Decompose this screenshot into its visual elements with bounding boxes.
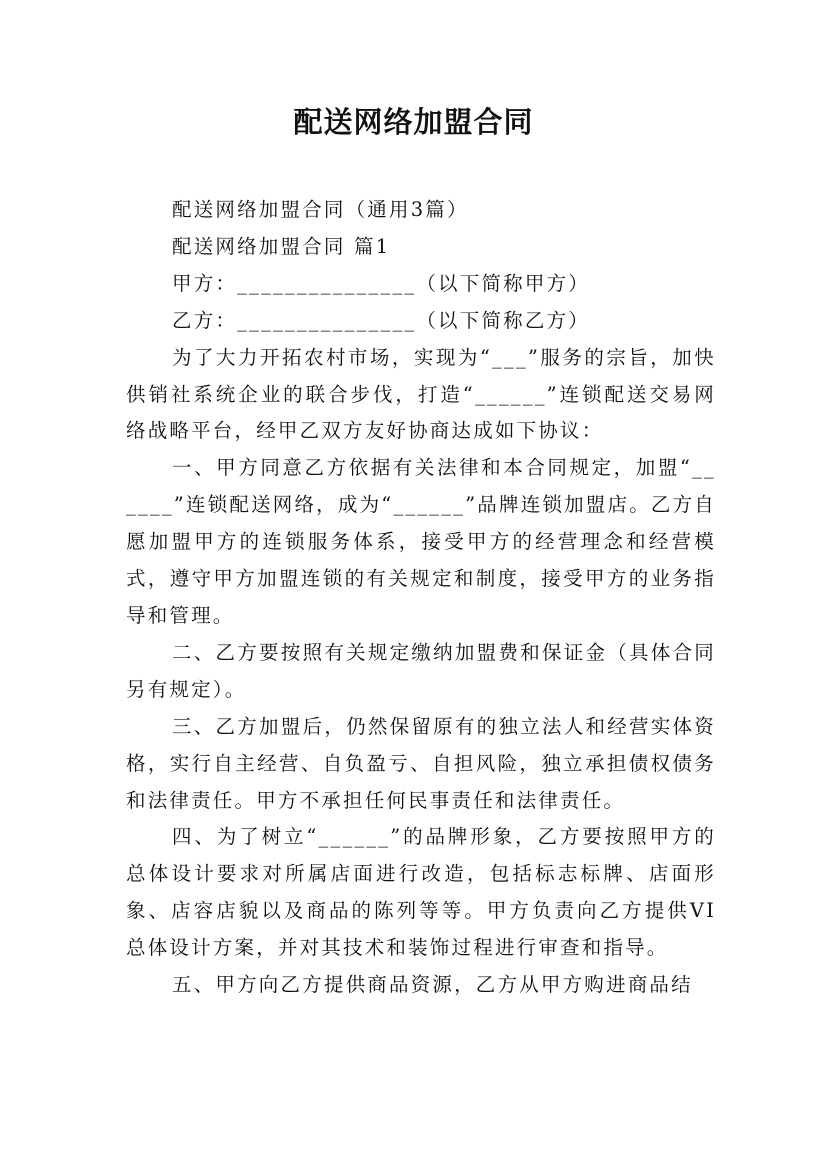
- paragraph-preamble: 为了大力开拓农村市场，实现为“___”服务的宗旨，加快供销社系统企业的联合步伐，打造“______”连锁配送交易网络战略平台，经甲乙双方友好协商达成如下协议：: [126, 345, 716, 443]
- document-body: [126, 192, 716, 1004]
- paragraph-section-heading: 配送网络加盟合同 篇1: [172, 234, 391, 258]
- paragraph-clause-4: 四、为了树立“______”的品牌形象，乙方要按照甲方的总体设计要求对所属店面进行改造，包括标志标牌、店面形象、店容店貌以及商品的陈列等等。甲方负责向乙方提供VI总体设计方案，并对其技术和装饰过程进行审查和指导。: [126, 825, 716, 960]
- paragraph-subtitle: 配送网络加盟合同（通用3篇）: [172, 198, 469, 221]
- paragraph-party-b: 乙方：_______________（以下简称乙方）: [172, 308, 590, 332]
- paragraph-clause-3: 三、乙方加盟后，仍然保留原有的独立法人和经营实体资格，实行自主经营、自负盈亏、自担风险，独立承担债权债务和法律责任。甲方不承担任何民事责任和法律责任。: [126, 714, 716, 812]
- document-title: 配送网络加盟合同: [293, 105, 534, 139]
- paragraph-clause-1: 一、甲方同意乙方依据有关法律和本合同规定，加盟“______”连锁配送网络，成为“______”品牌连锁加盟店。乙方自愿加盟甲方的连锁服务体系，接受甲方的经营理念和经营模式，遵守甲方加盟连锁的有关规定和制度，接受甲方的业务指导和管理。: [126, 456, 717, 627]
- paragraph-clause-2: 二、乙方要按照有关规定缴纳加盟费和保证金（具体合同另有规定）。: [126, 640, 716, 701]
- paragraph-party-a: 甲方：_______________（以下简称甲方）: [172, 271, 590, 295]
- paragraph-clause-5: 五、甲方向乙方提供商品资源，乙方从甲方购进商品结: [172, 973, 693, 997]
